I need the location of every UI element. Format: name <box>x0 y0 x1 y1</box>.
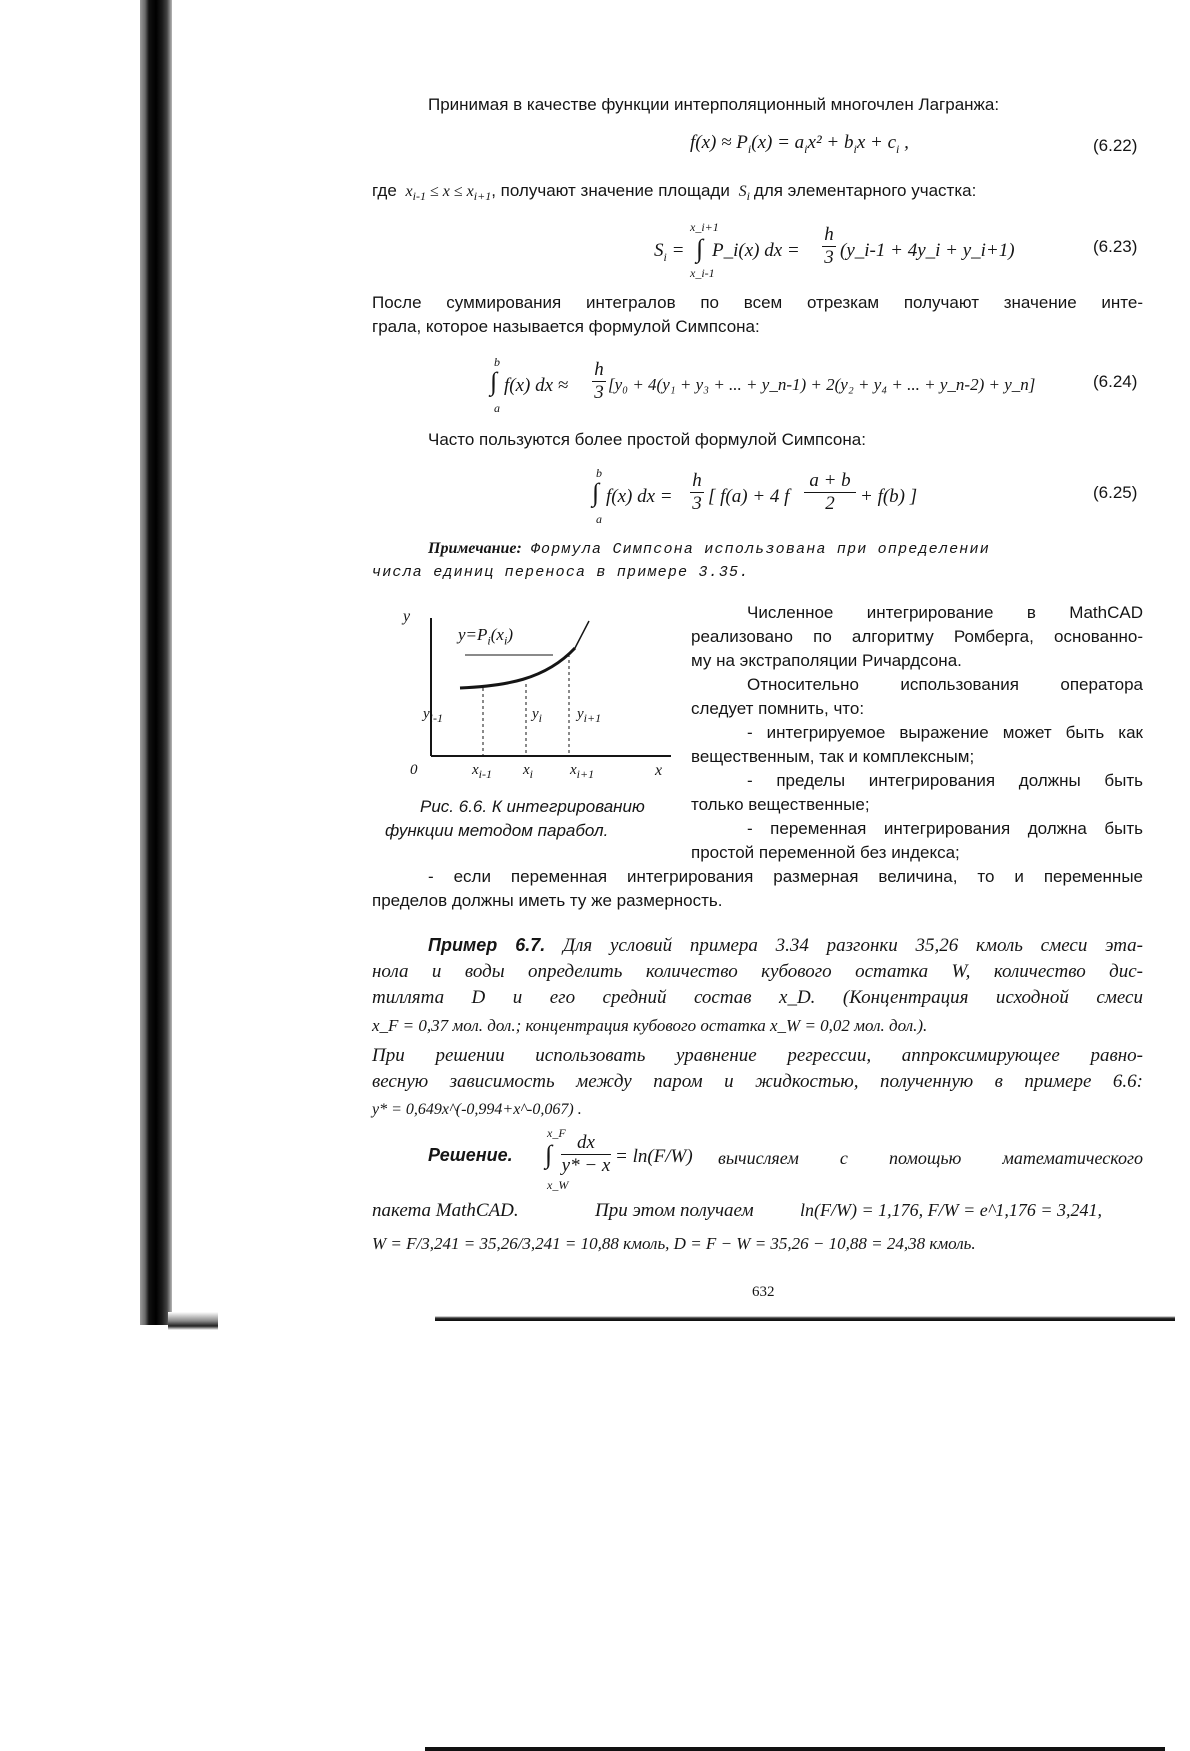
example-line1: Пример 6.7. Для условий примера 3.34 разгонки 35,26 кмоль смеси эта- <box>428 935 1144 956</box>
note-line2: числа единиц переноса в примере 3.35. <box>372 564 750 581</box>
figure-x-axis-label: x <box>655 762 663 779</box>
solution-tail: вычисляем с помощью математического <box>718 1148 1143 1168</box>
figure-caption-line2: функции методом парабол. <box>385 821 609 840</box>
figure-caption-line1: Рис. 6.6. К интегрированию <box>420 797 645 816</box>
right-col-line9: только вещественные; <box>691 795 870 814</box>
equation-6-22: $f(x) \approx P_i(x) = a_ix^2 + b_ix + c_i$ , <box>690 132 909 156</box>
book-spine-shadow <box>140 0 172 1325</box>
right-col-line11: простой переменной без индекса; <box>691 843 960 862</box>
figure-x-next-label: $x_{i+1}$ <box>570 762 595 781</box>
right-col-line4: Относительно использования оператора <box>747 675 1143 694</box>
example-line2: нола и воды определить количество кубового остатка W, количество дис- <box>372 961 1143 982</box>
equation-number-6-25: (6.25) <box>1093 483 1138 502</box>
paragraph-summation-line2: грала, которое называется формулой Симпсона: <box>372 317 760 336</box>
example-line4: x_F = 0,37 мол. дол.; концентрация кубового остатка x_W = 0,02 мол. дол.). <box>372 1016 928 1035</box>
figure-y-next-label: $y_{i+1}$ <box>577 706 602 725</box>
solution-line3: W = F/3,241 = 35,26/3,241 = 10,88 кмоль, D = F − W = 35,26 − 10,88 = 24,38 кмоль. <box>372 1234 976 1253</box>
units-line1: - если переменная интегрирования размерная величина, то и переменные <box>428 867 1143 886</box>
solution-line2-b: При этом получаем <box>595 1200 754 1221</box>
units-line2: пределов должны иметь ту же размерность. <box>372 891 723 910</box>
solution-line2-c: ln(F/W) = 1,176, F/W = e^1,176 = 3,241, <box>800 1200 1102 1220</box>
right-col-line10: - переменная интегрирования должна быть <box>747 819 1143 838</box>
right-col-line6: - интегрируемое выражение может быть как <box>747 723 1143 742</box>
right-col-line7: вещественным, так и комплексным; <box>691 747 975 766</box>
figure-x-cur-label: $x_i$ <box>523 762 534 781</box>
figure-curve-label: $y=P_i(x_i)$ <box>458 625 513 648</box>
where-line: где $x_{i-1} \le x \le x_{i+1}$, получают значение площади $S_i$ для элементарного участка: <box>372 181 977 204</box>
figure-curve <box>460 648 575 688</box>
right-col-line5: следует помнить, что: <box>691 699 865 718</box>
figure-y-prev-label: $y_{i-1}$ <box>423 706 444 725</box>
figure-y-cur-label: $y_i$ <box>532 706 543 725</box>
figure-x-prev-label: $x_{i-1}$ <box>472 762 493 781</box>
right-col-line2: реализовано по алгоритму Ромберга, основанно- <box>691 627 1143 646</box>
note-line1: Примечание: Формула Симпсона использована при определении <box>428 540 990 558</box>
solution-line2-a: пакета MathCAD. <box>372 1200 519 1221</box>
figure-origin-label: 0 <box>410 762 418 778</box>
figure-curve-tail <box>575 621 589 648</box>
example-line7: y* = 0,649x^(-0,994+x^-0,067) . <box>372 1101 582 1118</box>
figure-parabola-integration <box>395 608 685 788</box>
page-bottom-rule <box>435 1316 1175 1321</box>
right-col-line1: Численное интегрирование в MathCAD <box>747 603 1143 622</box>
example-line6: весную зависимость между паром и жидкостью, полученную в примере 6.6: <box>372 1071 1143 1092</box>
equation-number-6-24: (6.24) <box>1093 372 1138 391</box>
example-line3: тиллята D и его средний состав x_D. (Концентрация исходной смеси <box>372 987 1143 1008</box>
example-title: Пример 6.7. <box>428 935 546 955</box>
paragraph-summation-line1: После суммирования интегралов по всем отрезкам получают значение инте- <box>372 293 1143 312</box>
solution-label: Решение. <box>428 1145 513 1165</box>
equation-number-6-22: (6.22) <box>1093 136 1138 155</box>
note-label: Примечание: <box>428 540 522 557</box>
example-line5: При решении использовать уравнение регрессии, аппроксимирующее равно- <box>372 1045 1143 1066</box>
simpson-simple-intro: Часто пользуются более простой формулой Симпсона: <box>428 430 866 449</box>
right-col-line8: - пределы интегрирования должны быть <box>747 771 1143 790</box>
intro-text: Принимая в качестве функции интерполяционный многочлен Лагранжа: <box>428 95 1000 114</box>
book-spine-foot <box>168 1312 218 1330</box>
figure-y-axis-label: y <box>403 608 411 625</box>
right-col-line3: му на экстраполяции Ричардсона. <box>691 651 962 670</box>
solution-integral: x_F ∫ x_W dx y* − x = ln(F/W) <box>545 1126 693 1192</box>
equation-number-6-23: (6.23) <box>1093 237 1138 256</box>
page-number: 632 <box>752 1284 775 1300</box>
page-bottom-edge <box>425 1747 1165 1751</box>
